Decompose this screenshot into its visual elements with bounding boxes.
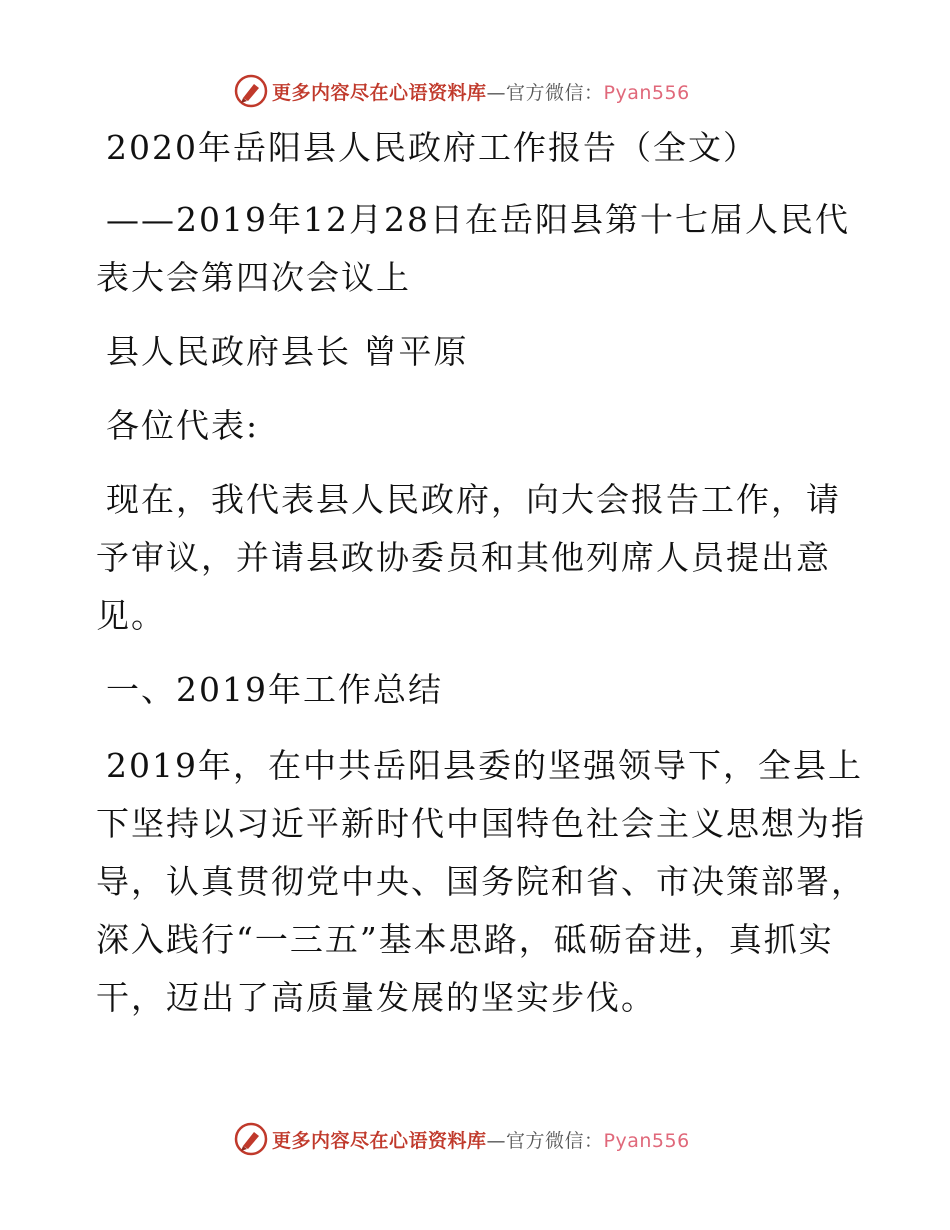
- brand-logo-icon: [234, 1122, 268, 1156]
- section-heading: 一、2019年工作总结: [106, 670, 443, 709]
- header-banner: [0, 72, 950, 112]
- paragraph-1-line: 现在，我代表县人民政府，向大会报告工作，请: [106, 480, 841, 519]
- paragraph-2-line: 干，迈出了高质量发展的坚实步伐。: [96, 978, 656, 1017]
- banner-brand-text: 更多内容尽在心语资料库: [272, 82, 487, 104]
- author-line: 县人民政府县长 曾平原: [106, 332, 469, 371]
- banner-wechat-id: Pyan556: [603, 1130, 690, 1152]
- subtitle-line-2: 表大会第四次会议上: [96, 258, 411, 297]
- subtitle-line-1: ——2019年12月28日在岳阳县第十七届人民代: [106, 200, 850, 239]
- footer-banner-text: [272, 1126, 690, 1153]
- banner-dash: —: [486, 1130, 507, 1152]
- paragraph-2-line: 深入践行“一三五”基本思路，砥砺奋进，真抓实: [96, 920, 834, 959]
- paragraph-2-line: 导，认真贯彻党中央、国务院和省、市决策部署，: [96, 862, 866, 901]
- paragraph-2-line: 2019年，在中共岳阳县委的坚强领导下，全县上: [106, 746, 863, 785]
- paragraph-1-line: 见。: [96, 596, 166, 635]
- salutation: 各位代表:: [106, 406, 260, 445]
- banner-wechat-label: 官方微信：: [506, 1130, 604, 1152]
- brand-logo-icon: [234, 74, 268, 108]
- banner-wechat-label: 官方微信：: [506, 82, 604, 104]
- header-banner-text: [272, 78, 690, 105]
- document-title: 2020年岳阳县人民政府工作报告（全文）: [106, 128, 758, 167]
- paragraph-2-line: 下坚持以习近平新时代中国特色社会主义思想为指: [96, 804, 866, 843]
- paragraph-1-line: 予审议，并请县政协委员和其他列席人员提出意: [96, 538, 831, 577]
- banner-brand-text: 更多内容尽在心语资料库: [272, 1130, 487, 1152]
- footer-banner: [0, 1120, 950, 1160]
- banner-dash: —: [486, 82, 507, 104]
- banner-wechat-id: Pyan556: [603, 82, 690, 104]
